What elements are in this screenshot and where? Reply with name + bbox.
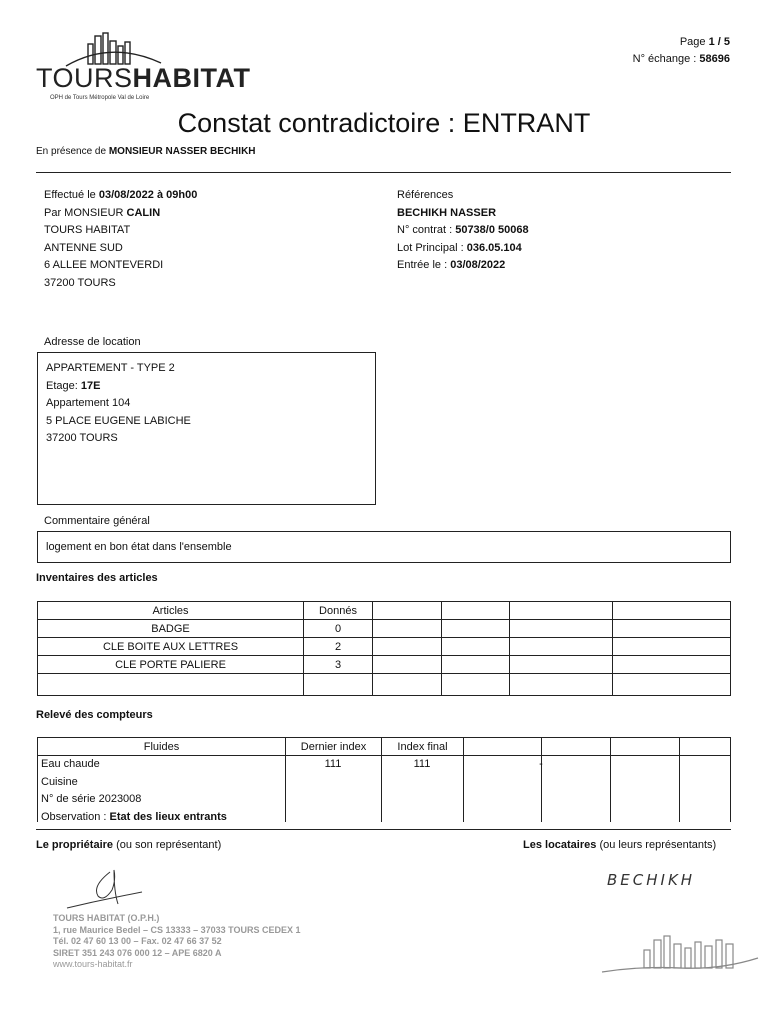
- references-block: [397, 187, 727, 275]
- references-title: Références: [397, 189, 454, 201]
- tenant-label: Les locataires (ou leurs représentants): [523, 839, 717, 851]
- inventory-title: Inventaires des articles: [36, 572, 158, 584]
- meters-title: Relevé des compteurs: [36, 709, 153, 721]
- page-number: Page 1 / 5: [679, 36, 730, 48]
- article-cell: BADGE: [38, 620, 304, 638]
- references-name: BECHIKH NASSER: [397, 206, 497, 219]
- article-cell: CLE BOITE AUX LETTRES: [38, 638, 304, 656]
- location-line: 37200 TOURS: [46, 432, 118, 444]
- comment-text: logement en bon état dans l'ensemble: [46, 541, 232, 553]
- column-header: Dernier index: [286, 738, 382, 756]
- logo-text: TOURSHABITAT: [36, 63, 251, 93]
- table-row: [38, 620, 731, 638]
- effectue-line: ANTENNE SUD: [44, 241, 123, 254]
- owner-signature-icon: [62, 864, 152, 914]
- fluid-observation: Observation : Etat des lieux entrants: [41, 810, 227, 823]
- meters-table: [37, 737, 731, 822]
- logo-subtitle: OPH de Tours Métropole Val de Loire: [50, 95, 150, 101]
- comment-box: [37, 531, 731, 563]
- column-header: [510, 602, 613, 620]
- owner-label: Le propriétaire (ou son représentant): [36, 839, 222, 851]
- table-row: [38, 674, 731, 696]
- exchange-number: N° échange : 58696: [632, 53, 730, 65]
- entry-date: Entrée le : 03/08/2022: [397, 259, 506, 271]
- presence-line: En présence de MONSIEUR NASSER BECHIKH: [36, 146, 256, 157]
- column-header: [613, 602, 731, 620]
- column-header: [373, 602, 442, 620]
- column-header: [680, 738, 731, 756]
- quantity-cell: 2: [304, 638, 373, 656]
- effectue-line: 6 ALLEE MONTEVERDI: [44, 259, 164, 271]
- effectue-block: [44, 187, 374, 292]
- quantity-cell: 0: [304, 620, 373, 638]
- article-cell: [38, 674, 304, 696]
- effectue-line: TOURS HABITAT: [44, 224, 131, 236]
- effectue-par: Par MONSIEUR CALIN: [44, 206, 161, 219]
- location-floor: Etage: 17E: [46, 379, 101, 392]
- table-header-row: [38, 738, 731, 756]
- fluid-serial: N° de série 2023008: [41, 793, 142, 805]
- effectue-line: 37200 TOURS: [44, 276, 116, 289]
- location-line: Appartement 104: [46, 397, 131, 409]
- logo: [36, 30, 251, 105]
- last-index-value: 111: [324, 758, 342, 770]
- extra-value: -: [539, 758, 543, 770]
- contract-number: N° contrat : 50738/0 50068: [397, 224, 529, 236]
- tenant-signature: BECHIKH: [607, 871, 696, 889]
- table-header-row: [38, 602, 731, 620]
- table-row: [38, 638, 731, 656]
- lot-principal: Lot Principal : 036.05.104: [397, 241, 522, 254]
- column-header: Donnés: [304, 602, 373, 620]
- column-header: Articles: [38, 602, 304, 620]
- fluid-name: Eau chaude: [41, 758, 100, 770]
- quantity-cell: [304, 674, 373, 696]
- article-cell: CLE PORTE PALIERE: [38, 656, 304, 674]
- location-title: Adresse de location: [44, 336, 141, 348]
- effectue-date: Effectué le 03/08/2022 à 09h00: [44, 189, 198, 201]
- fluid-location: Cuisine: [41, 775, 78, 788]
- column-header: [442, 602, 510, 620]
- column-header: Fluides: [38, 738, 286, 756]
- location-box: [37, 352, 376, 505]
- quantity-cell: 3: [304, 656, 373, 674]
- column-header: [611, 738, 680, 756]
- column-header: [542, 738, 611, 756]
- comment-title: Commentaire général: [44, 515, 150, 527]
- inventory-table: [37, 601, 731, 696]
- signature-divider: [36, 829, 731, 830]
- fluid-description: [41, 756, 281, 826]
- column-header: [464, 738, 542, 756]
- location-line: 5 PLACE EUGENE LABICHE: [46, 414, 191, 427]
- column-header: Index final: [382, 738, 464, 756]
- footer-skyline-icon: [600, 928, 760, 978]
- footer-address: TOURS HABITAT (O.P.H.) 1, rue Maurice Bedel – CS 13333 – 37033 TOURS CEDEX 1 Tél. 02 47 60 13 00 – Fax. 02 47 66 37 52 SIRET 351 243 076 000 12 – APE 6820 A www.tours-habitat.fr: [53, 913, 301, 969]
- header-divider: [36, 172, 731, 173]
- table-row: [38, 656, 731, 674]
- location-type: APPARTEMENT - TYPE 2: [46, 362, 175, 374]
- final-index-value: 111: [413, 758, 431, 770]
- page-title: Constat contradictoire : ENTRANT: [177, 108, 591, 138]
